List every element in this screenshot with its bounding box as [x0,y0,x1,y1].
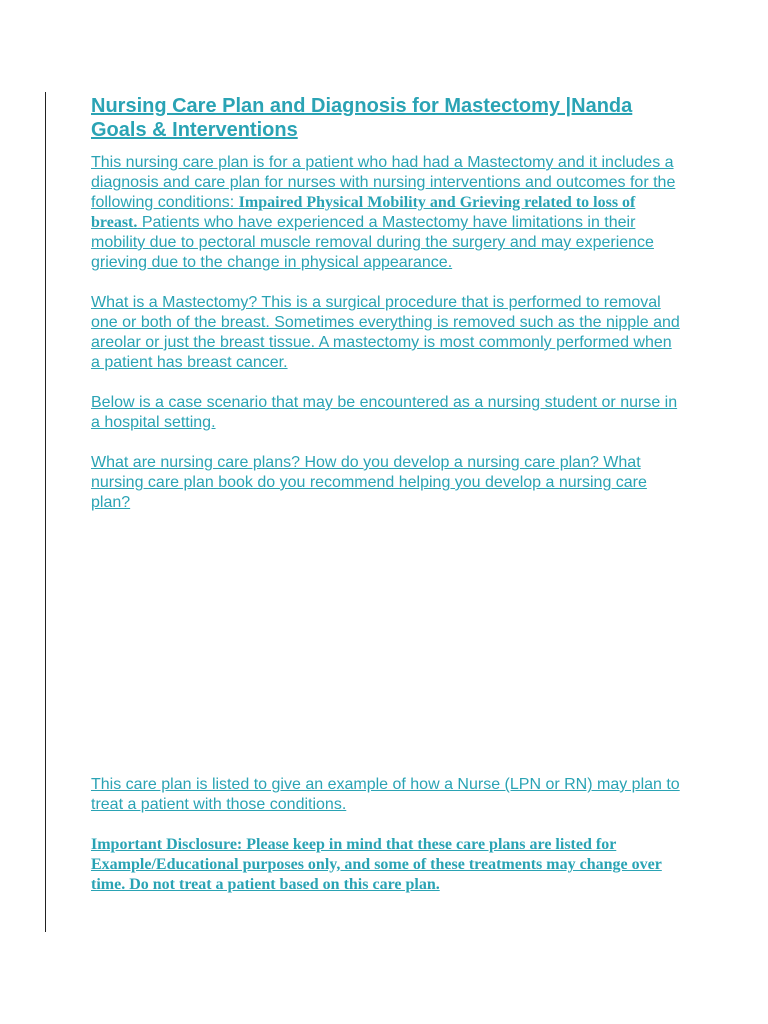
example-note-paragraph[interactable]: This care plan is listed to give an example of how a Nurse (LPN or RN) may plan to treat a patient with those conditions. [91,776,680,813]
page-title[interactable]: Nursing Care Plan and Diagnosis for Mastectomy |Nanda Goals & Interventions [91,95,633,141]
what-is-mastectomy-paragraph[interactable]: What is a Mastectomy? This is a surgical procedure that is performed to removal one or both of the breast. Sometimes everything is removed such as the nipple and areolar or just the breast tissue. A mastectomy is most commonly performed when a patient has breast cancer. [91,294,680,371]
intro-text-after: Patients who have experienced a Mastectomy have limitations in their mobility due to pectoral muscle removal during the surgery and may experience grieving due to the change in physical appearance. [91,214,654,271]
intro-text-before: This nursing care plan is for a patient who had had a Mastectomy and it includes a diagnosis and care plan for nurses with nursing interventions and outcomes for the following conditions: [91,154,676,211]
document-body [91,94,681,911]
disclosure-paragraph[interactable]: Important Disclosure: Please keep in mind that these care plans are listed for Example/Educational purposes only, and some of these treatments may change over time. Do not treat a patient based on this care plan. [91,836,662,893]
intro-paragraph[interactable] [91,153,681,273]
case-scenario-paragraph[interactable]: Below is a case scenario that may be encountered as a nursing student or nurse in a hospital setting. [91,394,678,431]
intro-conditions: Impaired Physical Mobility and Grieving related to loss of breast. [91,194,636,231]
left-margin-rule [45,92,46,932]
questions-paragraph[interactable]: What are nursing care plans? How do you develop a nursing care plan? What nursing care plan book do you recommend helping you develop a nursing care plan? [91,454,647,511]
